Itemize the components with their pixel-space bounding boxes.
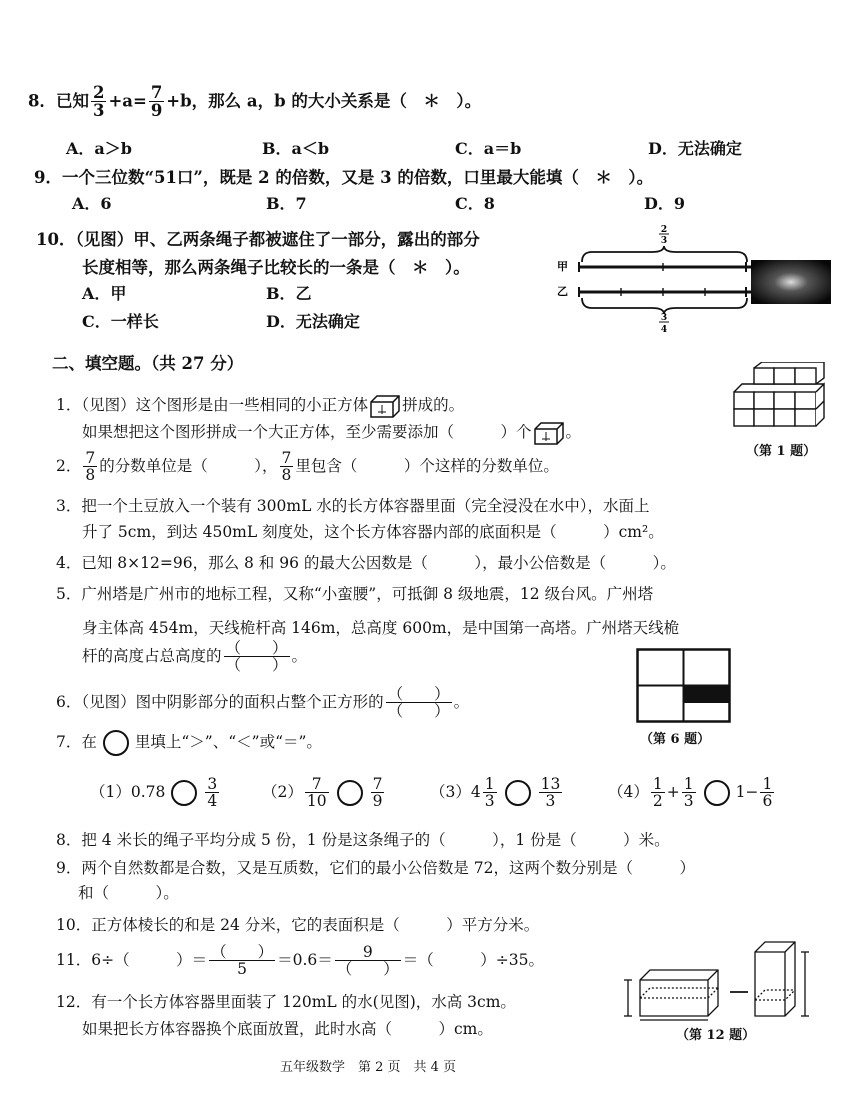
s2-q9-line2: 和（ ）。 (78, 884, 179, 902)
shaded-square-figure (636, 648, 732, 724)
label-top-num: 2 (660, 225, 668, 235)
mc-q8: 8．已知 $\frac{2}{3}$ +a= $\frac{7}{9}$ +b，那么 a，b 的大小关系是（ ＊ ）。 (28, 83, 482, 121)
q9-option-b: B．7 (266, 194, 307, 213)
fraction: $\frac{7}{9}$ (150, 83, 163, 121)
q8-prefix: 8．已知 (28, 91, 89, 111)
q8-option-d: D．无法确定 (648, 139, 742, 158)
q7-item-2: （2） $\frac{7}{10}$ $\frac{7}{9}$ (262, 775, 383, 811)
rope-a-label: 甲 (557, 260, 568, 273)
compare-circle[interactable] (337, 780, 363, 806)
section2-title: 二、填空题。（共 27 分） (52, 354, 244, 373)
compare-circle[interactable] (505, 780, 531, 806)
s2-q5-line3: 杆的高度占总高度的 $\frac{( )}{( )}$ 。 (82, 639, 308, 675)
q9-option-d: D．9 (644, 194, 686, 213)
s2-q12-line1: 12．有一个长方体容器里面装了 120mL 的水(见图)，水高 3cm。 (56, 993, 516, 1011)
blank-fraction: $\frac{( )}{( )}$ (225, 639, 288, 675)
s2-q6: 6．（见图）图中阴影部分的面积占整个正方形的 $\frac{( )}{( )}$ 。 (56, 685, 470, 721)
q10-option-b: B．乙 (266, 284, 312, 303)
s2-q3-line2: 升了 5cm，到达 450mL 刻度处，这个长方体容器内部的底面积是（ ）cm²。 (82, 523, 664, 541)
small-cube-icon (369, 394, 401, 418)
s2-q1-line2: 如果想把这个图形拼成一个大正方体，至少需要添加（ ）个 。 (82, 420, 581, 445)
s2-q2: 2． $\frac{7}{8}$ 的分数单位是（ ）， $\frac{7}{8}$ 里包含（ ）个这样的分数单位。 (56, 449, 559, 485)
s2-q9-line1: 9．两个自然数都是合数，又是互质数，它们的最小公倍数是 72，这两个数分别是（ ） (56, 859, 696, 877)
s2-q3-line1: 3．把一个土豆放入一个装有 300mL 水的长方体容器里面（完全浸没在水中），水面上 (56, 497, 650, 515)
cube-stack-figure (732, 362, 832, 434)
mc-q9: 9．一个三位数“51口”，既是 2 的倍数，又是 3 的倍数，口里最大能填（ ＊ ）。 (34, 168, 654, 187)
q7-item-1: （1）0.78 $\frac{3}{4}$ (90, 775, 218, 811)
q10-option-d: D．无法确定 (266, 312, 360, 331)
page-footer: 五年级数学 第 2 页 共 4 页 (280, 1060, 457, 1075)
s2-q4: 4．已知 8×12=96，那么 8 和 96 的最大公因数是（ ），最小公倍数是（ ）。 (56, 554, 676, 572)
q9-option-a: A．6 (72, 194, 112, 213)
label-top-den: 3 (660, 236, 668, 246)
s2-q10: 10．正方体棱长的和是 24 分米，它的表面积是（ ）平方分米。 (56, 916, 540, 934)
mc-q10-line1: 10．（见图）甲、乙两条绳子都被遮住了一部分，露出的部分 (36, 230, 480, 249)
q10-option-a: A．甲 (82, 284, 127, 303)
s2-q8: 8．把 4 米长的绳子平均分成 5 份，1 份是这条绳子的（ ），1 份是（ ）米。 (56, 831, 670, 849)
s2-q5-line2: 身主体高 454m，天线桅杆高 146m，总高度 600m，是中国第一高塔。广州塔天线桅 (82, 619, 680, 637)
q7-item-4: （4） $\frac{1}{2}$ + $\frac{1}{3}$ 1− $\frac{1}{6}$ (608, 775, 773, 811)
figure-12-caption: （第 12 题） (676, 1028, 756, 1043)
q9-option-c: C．8 (455, 194, 495, 213)
s2-q5-line1: 5．广州塔是广州市的地标工程，又称“小蛮腰”，可抵御 8 级地震，12 级台风。广州塔 (56, 585, 654, 603)
compare-circle[interactable] (171, 780, 197, 806)
fraction: $\frac{7}{8}$ (281, 449, 292, 485)
container-figure (620, 940, 835, 1022)
q7-item-3: （3）4 $\frac{1}{3}$ $\frac{13}{3}$ (430, 775, 561, 811)
q8-option-a: A．a＞b (66, 139, 132, 158)
s2-q7: 7．在 里填上“＞”、“＜”或“＝”。 (56, 730, 322, 756)
fraction: $\frac{7}{8}$ (85, 449, 96, 485)
small-cube-icon (533, 421, 565, 445)
rope-figure (555, 222, 835, 340)
cover-block (751, 260, 831, 304)
fraction: $\frac{2}{3}$ (92, 83, 105, 121)
figure-1-caption: （第 1 题） (746, 444, 817, 459)
blank-fraction: $\frac{( )}{( )}$ (387, 685, 450, 721)
label-bottom-den: 4 (660, 325, 668, 335)
q10-option-c: C．一样长 (82, 312, 159, 331)
mc-q10-line2: 长度相等，那么两条绳子比较长的一条是（ ＊ ）。 (82, 258, 470, 277)
q8-option-c: C．a＝b (455, 139, 522, 158)
q8-option-b: B．a＜b (262, 139, 330, 158)
circle-icon (103, 730, 129, 756)
s2-q12-line2: 如果把长方体容器换个底面放置，此时水高（ ）cm。 (82, 1020, 493, 1038)
shaded-region (684, 686, 729, 703)
compare-circle[interactable] (704, 780, 730, 806)
s2-q1-line1: 1．（见图）这个图形是由一些相同的小正方体 拼成的。 (56, 393, 464, 418)
label-bottom-num: 3 (660, 313, 668, 323)
rope-b-label: 乙 (557, 285, 568, 298)
s2-q11: 11．6÷（ ）＝ $\frac{( )}{5}$ ＝0.6＝ $\frac{9}{( )}$ ＝（ ）÷35。 (56, 943, 544, 979)
figure-6-caption: （第 6 题） (640, 732, 711, 747)
